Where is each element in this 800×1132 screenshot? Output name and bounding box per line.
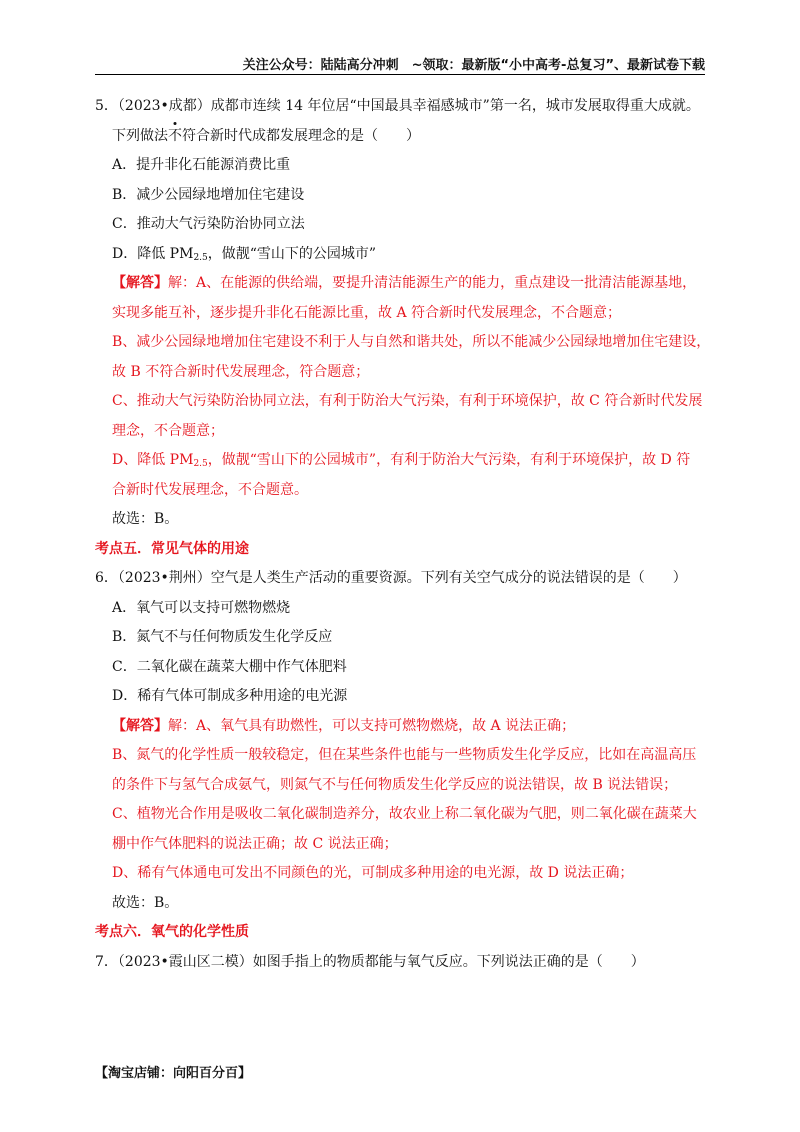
q6-answer-line1	[95, 712, 725, 742]
q5-stem-line2	[95, 122, 725, 152]
q5-answer-tag: 【解答】	[112, 275, 168, 291]
q6-answer-line6: D、稀有气体通电可发出不同颜色的光，可制成多种用途的电光源，故 D 说法正确；	[112, 865, 634, 881]
q5-answer-subscript: 2.5	[193, 459, 208, 469]
q5-option-a: A．提升非化石能源消费比重	[112, 157, 291, 173]
page-header	[95, 54, 705, 75]
q5-option-d-subscript: 2.5	[193, 252, 208, 263]
q5-option-b: B．减少公园绿地增加住宅建设	[112, 186, 305, 203]
q5-answer-line7-part1: D、降低 PM	[112, 452, 194, 468]
q6-answer-tag: 【解答】	[112, 717, 168, 734]
q5-answer-line5: C、推动大气污染防治协同立法，有利于防治大气污染，有利于环境保护，故 C 符合新时代发展	[112, 393, 703, 409]
q6-answer-line2: B、氮气的化学性质一般较稳定，但在某些条件也能与一些物质发生化学反应，比如在高温高压	[112, 747, 697, 763]
q5-emphasis-char: 不	[168, 127, 182, 144]
q6-option-b: B．氮气不与任何物质发生化学反应	[112, 629, 333, 645]
q5-answer-line8: 合新时代发展理念，不合题意。	[112, 481, 308, 498]
q5-stem-line1: 5．（2023•成都）成都市连续 14 年位居“中国最具幸福感城市”第一名，城市发展取得重大成就。	[95, 98, 700, 114]
q5-option-d-part2: ，做靓“雪山下的公园城市”	[207, 245, 377, 262]
document-body	[95, 92, 725, 977]
q5-stem-part2: 符合新时代成都发展理念的是（ ）	[182, 127, 420, 144]
q5-option-c: C．推动大气污染防治协同立法	[112, 216, 305, 232]
q5-option-d-part1: D．降低 PM	[112, 245, 194, 262]
section-heading-5: 考点五．常见气体的用途	[95, 540, 249, 557]
q5-choice: 故选：B。	[112, 511, 179, 527]
q5-answer-line6: 理念，不合题意；	[112, 422, 224, 439]
q5-answer-line2: 实现多能互补，逐步提升非化石能源比重，故 A 符合新时代发展理念，不合题意；	[112, 304, 622, 321]
q5-answer-text1: 解：A、在能源的供给端，要提升清洁能源生产的能力，重点建设一批清洁能源基地，	[168, 275, 697, 291]
section-heading-6: 考点六．氧气的化学性质	[95, 924, 249, 940]
q6-answer-line4: C、植物光合作用是吸收二氧化碳制造养分，故农业上称二氧化碳为气肥，则二氧化碳在蔬菜大	[112, 806, 697, 822]
q6-option-a: A．氧气可以支持可燃物燃烧	[112, 599, 291, 616]
q7-stem: 7．（2023•霞山区二模）如图手指上的物质都能与氧气反应。下列说法正确的是（ ）	[95, 953, 645, 970]
q5-answer-line1	[95, 269, 725, 299]
q6-stem: 6．（2023•荆州）空气是人类生产活动的重要资源。下列有关空气成分的说法错误的是（ ）	[95, 570, 687, 586]
q5-option-d	[95, 240, 725, 270]
q5-answer-line4: 故 B 不符合新时代发展理念，符合题意；	[112, 363, 370, 380]
q5-answer-line7	[95, 446, 725, 476]
page-footer: 【淘宝店铺：向阳百分百】	[95, 1066, 252, 1081]
q6-answer-line5: 棚中作气体肥料的说法正确；故 C 说法正确；	[112, 835, 398, 852]
q6-choice: 故选：B。	[112, 894, 179, 911]
q6-option-d: D．稀有气体可制成多种用途的电光源	[112, 688, 348, 704]
q5-answer-line3: B、减少公园绿地增加住宅建设不利于人与自然和谐共处，所以不能减少公园绿地增加住宅建设，	[112, 334, 711, 350]
q6-option-c: C．二氧化碳在蔬菜大棚中作气体肥料	[112, 658, 347, 675]
q6-answer-text1: 解：A、氧气具有助燃性，可以支持可燃物燃烧，故 A 说法正确；	[168, 717, 576, 734]
q6-answer-line3: 的条件下与氢气合成氨气，则氮气不与任何物质发生化学反应的说法错误，故 B 说法错误；	[112, 776, 678, 793]
header-text: 关注公众号：陆陆高分冲刺 ~领取：最新版“小中高考-总复习”、最新试卷下载	[242, 58, 705, 73]
q5-stem-part1: 下列做法	[112, 127, 168, 144]
q5-answer-line7-part2: ，做靓“雪山下的公园城市”，有利于防治大气污染，有利于环境保护，故 D 符	[207, 452, 691, 468]
